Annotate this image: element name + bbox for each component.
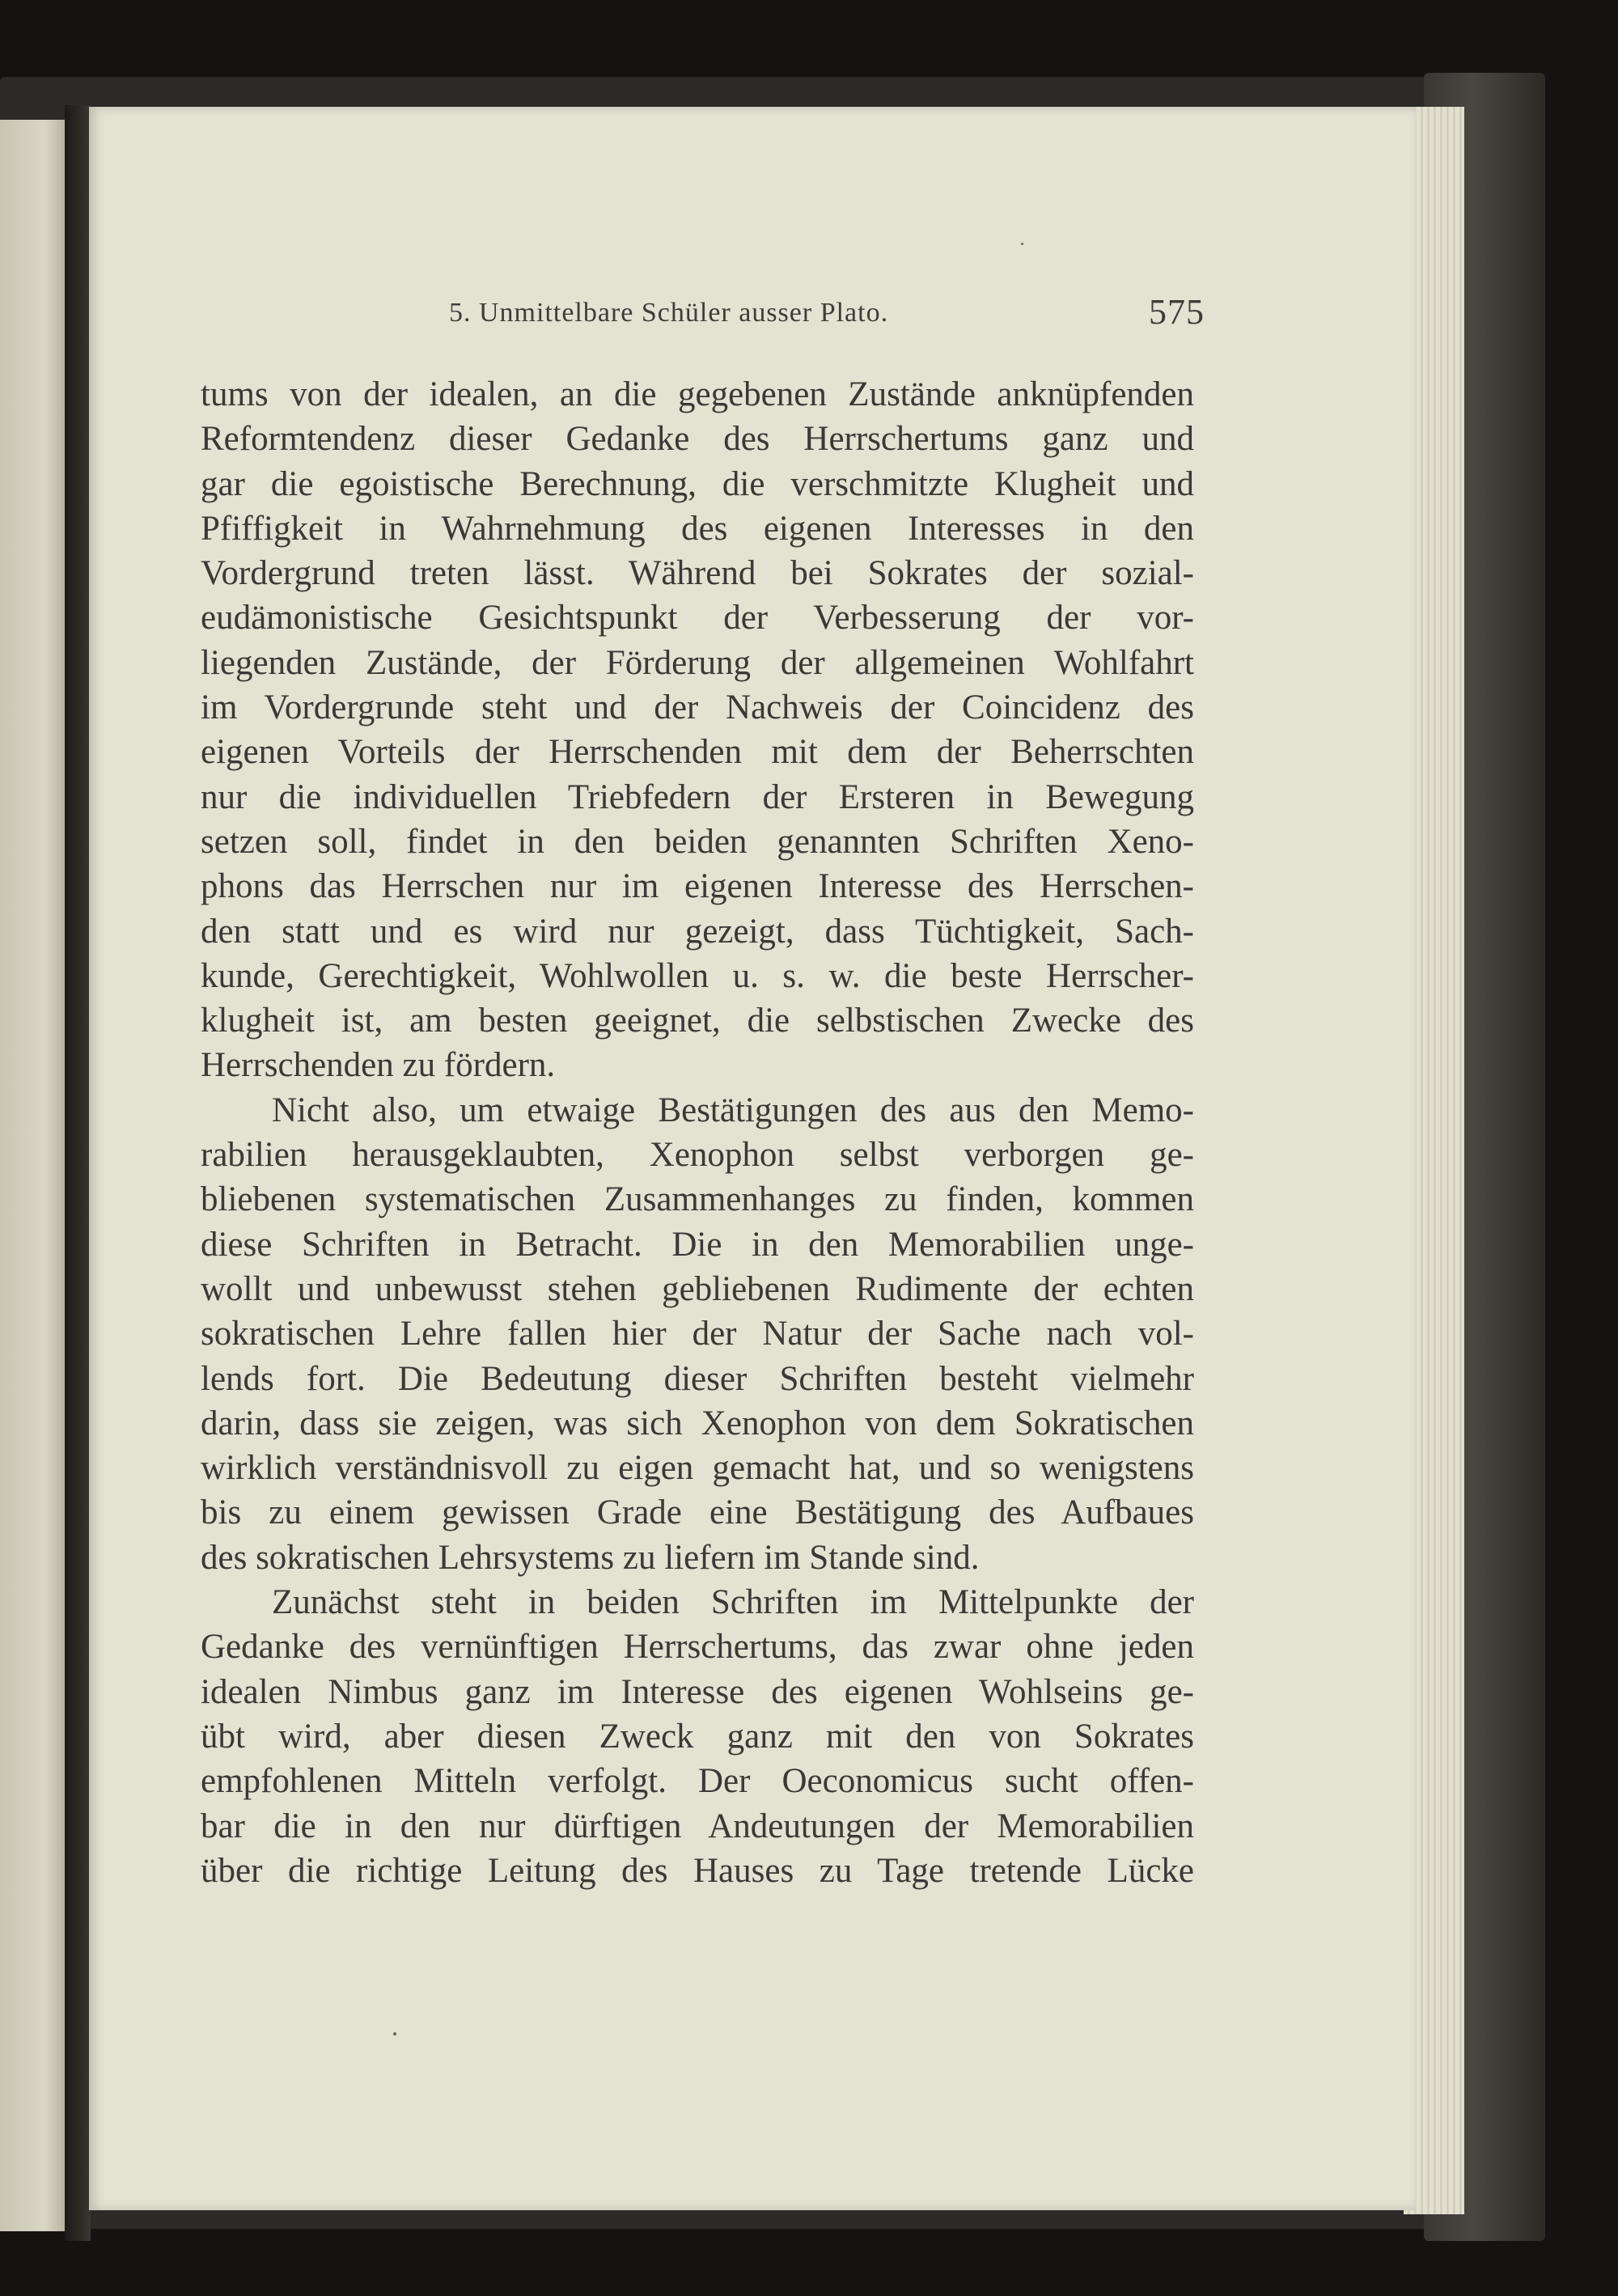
text-line: wirklich verständnisvoll zu eigen gemacht hat, und so wenigstens [201,1449,1194,1488]
text-line: empfohlenen Mitteln verfolgt. Der Oeconomicus sucht offen- [201,1762,1194,1801]
text-line: eudämonistische Gesichtspunkt der Verbesserung der vor- [201,599,1194,638]
text-line: tums von der idealen, an die gegebenen Zustände anknüpfenden [201,375,1194,413]
text-line: sokratischen Lehre fallen hier der Natur der Sache nach vol- [201,1315,1194,1353]
text-line: gar die egoistische Berechnung, die verschmitzte Klugheit und [201,464,1194,503]
body-text [201,372,1194,1893]
paper-speck [393,2032,396,2035]
text-line: kunde, Gerechtigkeit, Wohlwollen u. s. w. die beste Herrscher- [201,956,1194,995]
text-line: idealen Nimbus ganz im Interesse des eigenen Wohlseins ge- [201,1672,1194,1711]
text-line: liegenden Zustände, der Förderung der allgemeinen Wohlfahrt [201,643,1194,682]
text-line: phons das Herrschen nur im eigenen Interesse des Herrschen- [201,867,1194,906]
text-line: lends fort. Die Bedeutung dieser Schriften besteht vielmehr [201,1359,1194,1398]
text-line-paragraph-start: Zunächst steht in beiden Schriften im Mittelpunkte der [272,1583,1194,1622]
text-line: über die richtige Leitung des Hauses zu Tage tretende Lücke [201,1851,1194,1890]
facing-page-edge [0,120,65,2231]
paper-speck [1021,243,1023,245]
text-line-paragraph-start: Nicht also, um etwaige Bestätigungen des aus den Memo- [272,1091,1194,1129]
text-line-paragraph-end: des sokratischen Lehrsystems zu liefern im Stande sind. [201,1538,980,1577]
text-line: setzen soll, findet in den beiden genannten Schriften Xeno- [201,822,1194,861]
text-line: Vordergrund treten lässt. Während bei Sokrates der sozial- [201,554,1194,593]
text-line: darin, dass sie zeigen, was sich Xenophon von dem Sokratischen [201,1404,1194,1442]
text-line: rabilien herausgeklaubten, Xenophon selbst verborgen ge- [201,1136,1194,1175]
text-line: den statt und es wird nur gezeigt, dass Tüchtigkeit, Sach- [201,912,1194,951]
text-line: nur die individuellen Triebfedern der Ersteren in Bewegung [201,777,1194,816]
text-line: eigenen Vorteils der Herrschenden mit dem der Beherrschten [201,733,1194,772]
text-line: klugheit ist, am besten geeignet, die selbstischen Zwecke des [201,1002,1194,1040]
text-line: bar die in den nur dürftigen Andeutungen der Memorabilien [201,1807,1194,1845]
text-line: diese Schriften in Betracht. Die in den Memorabilien unge- [201,1225,1194,1264]
text-line: im Vordergrunde steht und der Nachweis der Coincidenz des [201,688,1194,727]
running-title: 5. Unmittelbare Schüler ausser Plato. [449,298,889,328]
text-line: bis zu einem gewissen Grade eine Bestätigung des Aufbaues [201,1493,1194,1532]
text-line: übt wird, aber diesen Zweck ganz mit den von Sokrates [201,1717,1194,1756]
text-line: wollt und unbewusst stehen gebliebenen Rudimente der echten [201,1269,1194,1308]
page-number: 575 [1149,292,1205,332]
text-line: bliebenen systematischen Zusammenhanges zu finden, kommen [201,1180,1194,1219]
running-head [0,291,1618,340]
text-line: Pfiffigkeit in Wahrnehmung des eigenen Interesses in den [201,509,1194,548]
book-gutter [65,105,91,2241]
text-line-paragraph-end: Herrschenden zu fördern. [201,1046,556,1085]
text-line: Reformtendenz dieser Gedanke des Herrschertums ganz und [201,420,1194,459]
text-line: Gedanke des vernünftigen Herrschertums, das zwar ohne jeden [201,1628,1194,1667]
